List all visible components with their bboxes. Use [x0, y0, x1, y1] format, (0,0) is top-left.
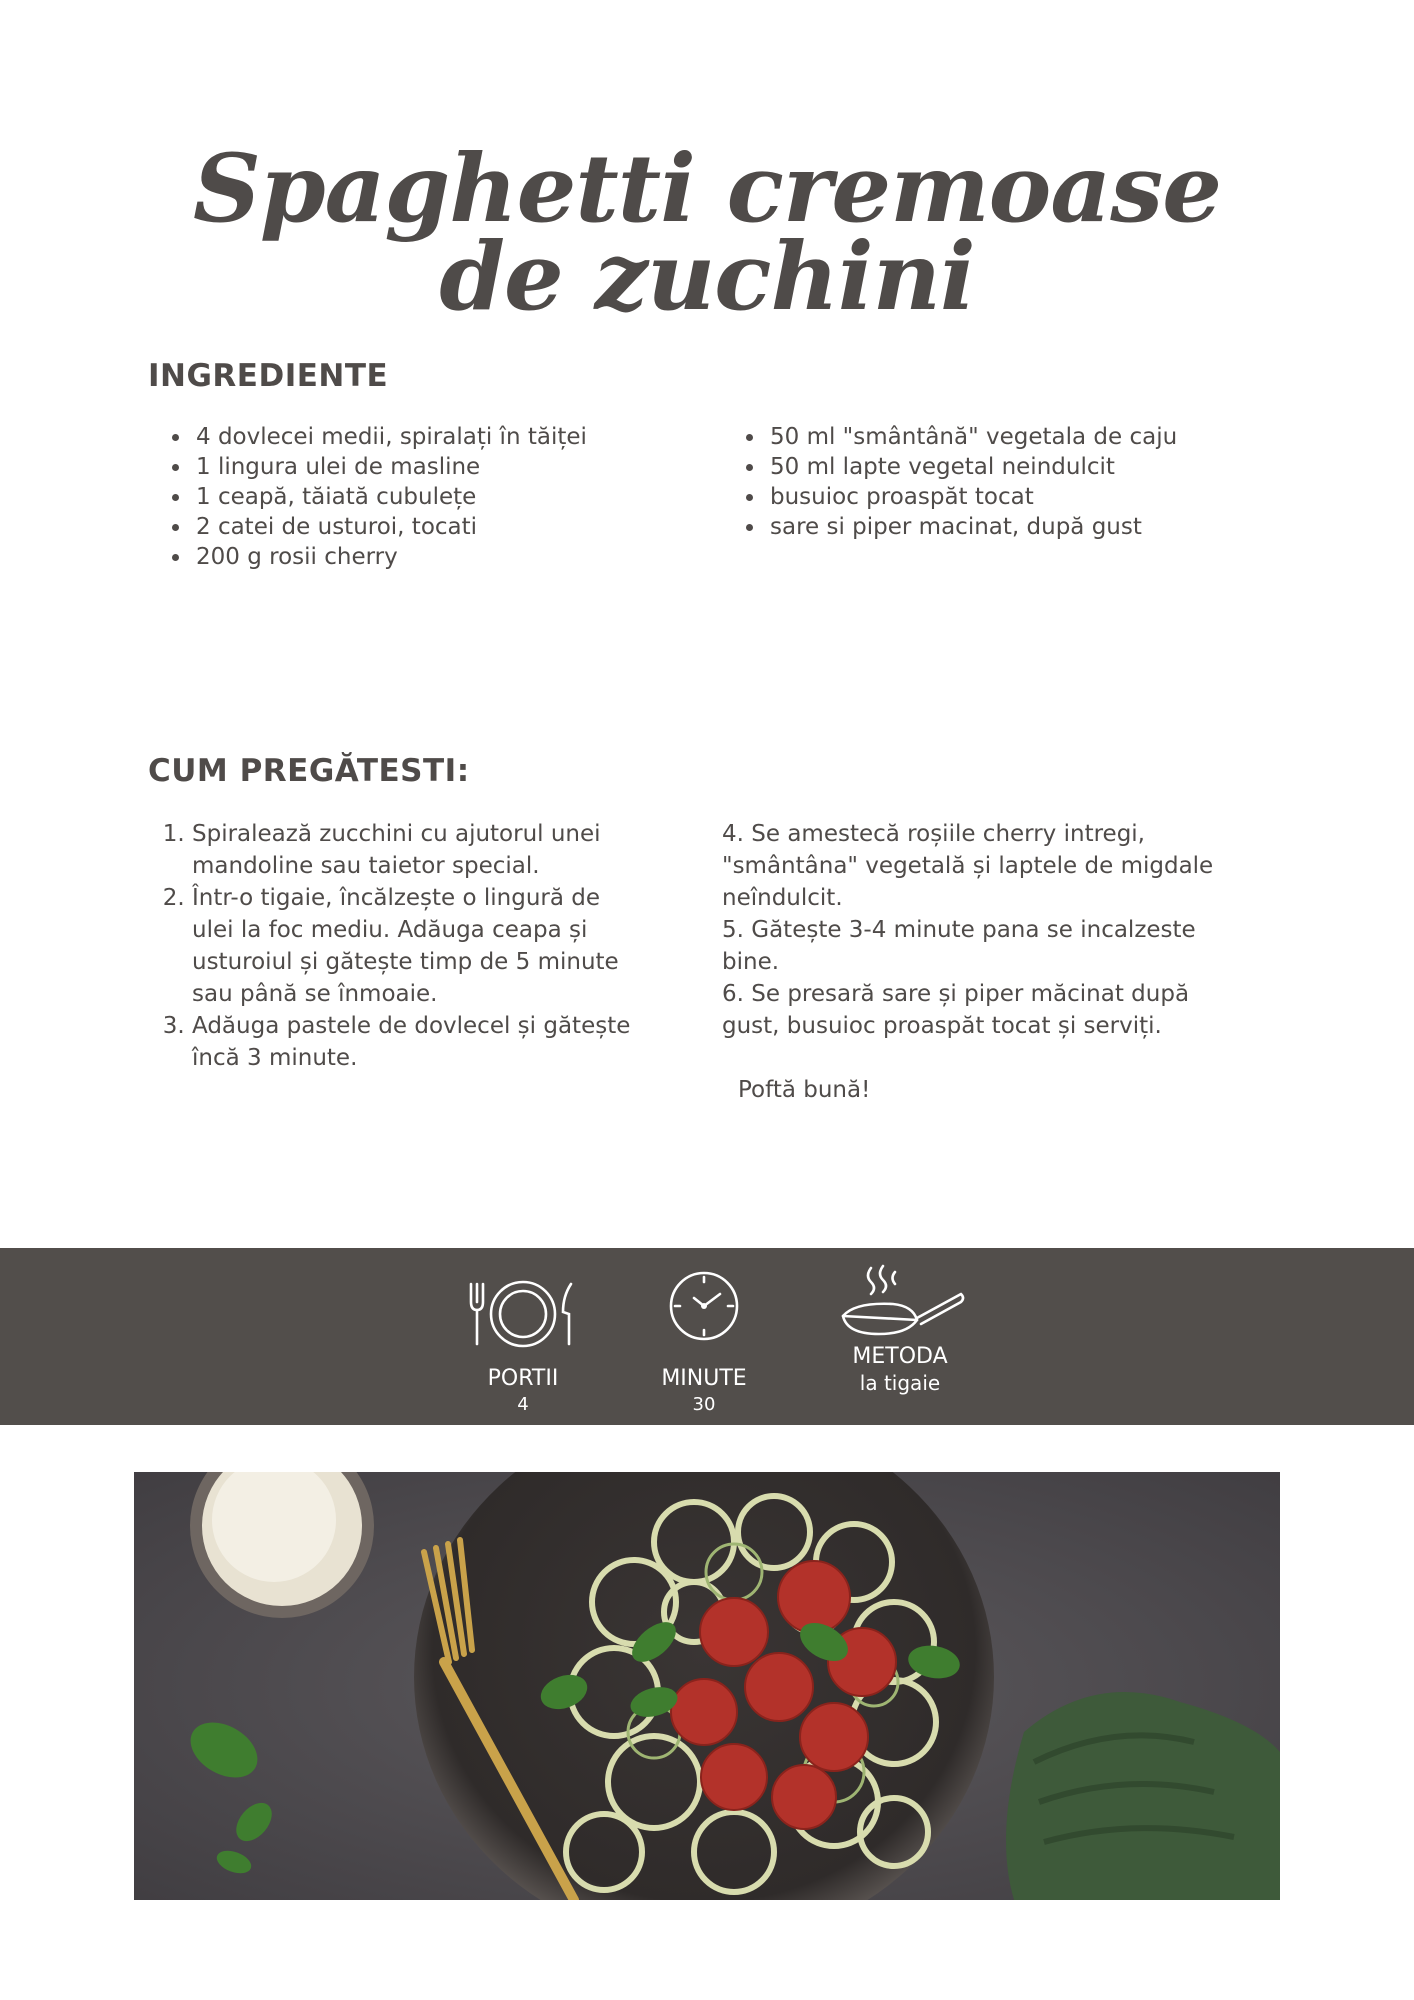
ingredients-list-left: [148, 422, 732, 572]
ingredient-item: • 50 ml "smântână" vegetala de caju: [766, 422, 1326, 452]
time-value: 30: [692, 1394, 716, 1415]
dish-illustration: [134, 1472, 1280, 1900]
ingredient-item: • 50 ml lapte vegetal neindulcit: [766, 452, 1326, 482]
clock-icon: [666, 1268, 742, 1344]
method-stat: [810, 1248, 990, 1396]
method-step: 2. Într-o tigaie, încălzește o lingură de ulei la foc mediu. Adăuga ceapa și usturoiul și gătește timp de 5 minute sau până se înmoaie.: [192, 882, 648, 1010]
time-label: MINUTE: [661, 1366, 747, 1391]
ingredient-item: • 1 lingura ulei de masline: [192, 452, 732, 482]
ingredient-item: • 200 g rosii cherry: [192, 542, 732, 572]
method-steps-left: [148, 818, 648, 1074]
plate-cutlery-icon: [463, 1274, 583, 1358]
ingredient-item: • 4 dovlecei medii, spiralați în tăiței: [192, 422, 732, 452]
method-step: 6. Se presară sare și piper măcinat după gust, busuioc proaspăt tocat și serviți.: [722, 981, 1190, 1039]
ingredient-item: • busuioc proaspăt tocat: [766, 482, 1326, 512]
servings-value: 4: [517, 1394, 529, 1415]
ingredient-item: • 2 catei de usturoi, tocati: [192, 512, 732, 542]
method-step: 4. Se amestecă roșiile cherry intregi, "smântâna" vegetală și laptele de migdale neîndulcit.: [722, 821, 1214, 911]
title-line-2: de zuchini: [439, 222, 975, 332]
method-heading: CUM PREGĂTESTI:: [148, 753, 470, 789]
title-line-1: Spaghetti cremoase: [192, 134, 1222, 244]
servings-stat: [433, 1248, 613, 1418]
ingredients-heading: INGREDIENTE: [148, 358, 389, 394]
zucchini-noodles-meatballs-photo: [134, 1472, 1280, 1900]
cooking-method-label: METODA: [852, 1344, 948, 1369]
ingredients-list-right: [722, 422, 1326, 542]
recipe-title: [0, 134, 1414, 332]
method-steps-right: [722, 818, 1242, 1106]
ingredient-item: • sare si piper macinat, după gust: [766, 512, 1326, 542]
method-step: 5. Gătește 3-4 minute pana se incalzeste bine.: [722, 917, 1196, 975]
recipe-info-banner: [0, 1248, 1414, 1425]
ingredient-item: • 1 ceapă, tăiată cubulețe: [192, 482, 732, 512]
closing-greeting: Poftă bună!: [738, 1077, 871, 1103]
frying-pan-icon: [835, 1264, 965, 1344]
method-step: 3. Adăuga pastele de dovlecel și gătește încă 3 minute.: [192, 1010, 648, 1074]
cooking-method-value: la tigaie: [859, 1371, 941, 1395]
servings-label: PORTII: [487, 1366, 559, 1391]
time-stat: [614, 1248, 794, 1418]
method-step: 1. Spiralează zucchini cu ajutorul unei mandoline sau taietor special.: [192, 818, 648, 882]
